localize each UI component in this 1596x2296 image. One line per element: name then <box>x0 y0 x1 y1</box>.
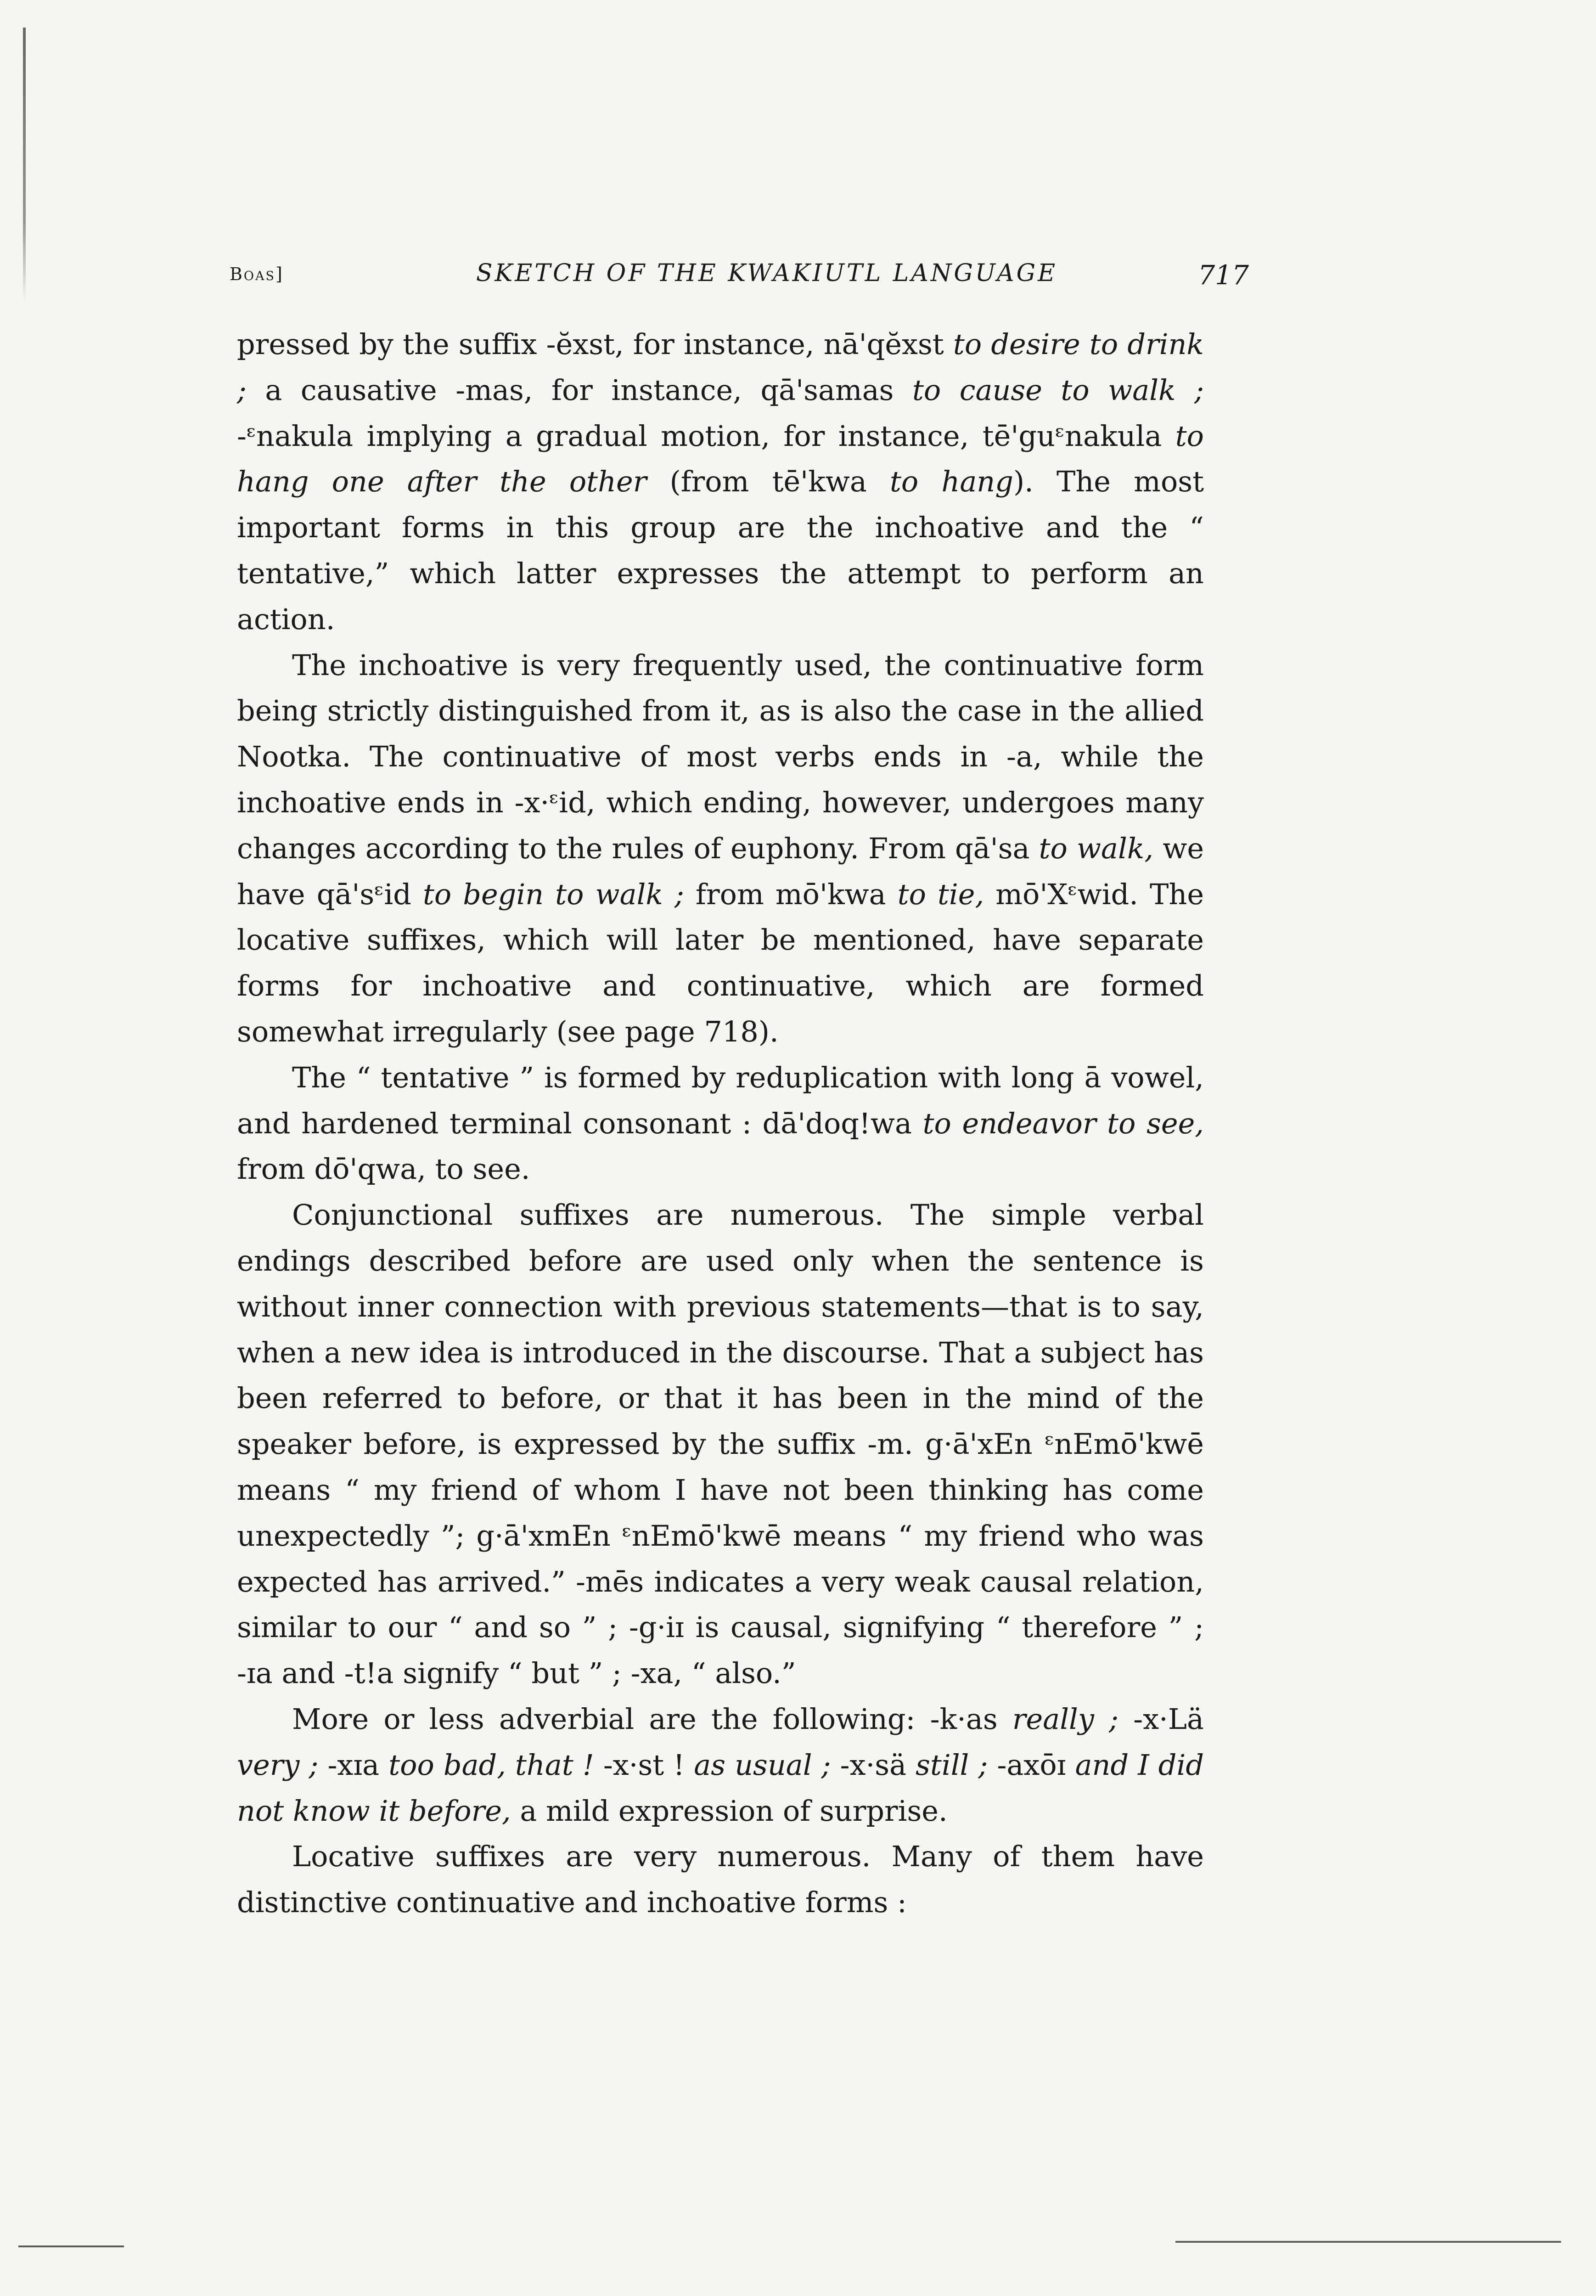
text-run: Conjunctional suffixes are numerous. The simple verbal endings described before are used only when the sentence is without inner connection with previous statements—that is to say, when a new idea is introduced in the discourse. That a subject has been referred to before, or that it has been in the mind of the speaker before, is expressed by the suffix -m. g·ā'xEn ᵋnEmō'kwē means “ my friend of whom I have not been thinking has come unexpectedly ”; g·ā'xmEn ᵋnEmō'kwē means “ my friend who was expected has arrived.” -mēs indicates a very weak causal relation, similar to our “ and so ” ; -g·iɪ is causal, signifying “ therefore ” ; -ɪa and -t!a signify “ but ” ; -xa, “ also.” <box>237 1198 1204 1690</box>
paragraph <box>237 1055 1204 1192</box>
paragraph <box>237 1192 1204 1696</box>
header-author: Boas] <box>230 264 284 284</box>
italic-gloss: to begin to walk ; <box>422 877 684 911</box>
text-run: ). The most important forms in this group are the inchoative and the “ tentative,” which latter expresses the attempt to perform an action. <box>237 465 1204 636</box>
text-run: Locative suffixes are very numerous. Many of them have distinctive continuative and inchoative forms : <box>237 1840 1204 1919</box>
italic-gloss: and I did not know it before, <box>237 1748 1204 1828</box>
italic-gloss: to hang one after the other <box>237 419 1204 499</box>
italic-gloss: to endeavor to see, <box>922 1106 1204 1140</box>
text-run: -x·st ! <box>594 1748 694 1782</box>
text-run: -axōɪ <box>988 1748 1075 1782</box>
italic-gloss: to cause to walk ; <box>912 373 1204 407</box>
binding-edge-mark <box>23 28 26 303</box>
paragraph <box>237 1696 1204 1834</box>
text-run: from mō'kwa <box>684 877 898 911</box>
text-run: -ᵋnakula implying a gradual motion, for instance, tē'guᵋnakula <box>237 419 1175 453</box>
bottom-left-mark <box>18 2245 124 2247</box>
paragraph <box>237 642 1204 1055</box>
text-run: More or less adverbial are the following: -k·as <box>292 1702 1012 1736</box>
italic-gloss: too bad, that ! <box>388 1748 594 1782</box>
italic-gloss: still ; <box>916 1748 988 1782</box>
text-run: a mild expression of surprise. <box>511 1794 948 1828</box>
italic-gloss: to desire to drink ; <box>237 327 1204 407</box>
bottom-rule <box>1175 2241 1561 2243</box>
text-run: we have qā'sᵋid <box>237 831 1204 911</box>
text-run: The “ tentative ” is formed by reduplication with long ā vowel, and hardened terminal consonant : dā'doq!wa <box>237 1060 1204 1140</box>
page-number: 717 <box>1198 259 1249 291</box>
text-run: -x·sä <box>831 1748 916 1782</box>
running-title: SKETCH OF THE KWAKIUTL LANGUAGE <box>476 259 1058 287</box>
italic-gloss: to walk, <box>1039 831 1154 865</box>
text-run: a causative -mas, for instance, qā'samas <box>246 373 913 407</box>
italic-gloss: very ; <box>237 1748 319 1782</box>
text-run: mō'Xᵋwid. The locative suffixes, which will later be mentioned, have separate forms for inchoative and continuative, which are formed somewhat irregularly (see page 718). <box>237 877 1204 1048</box>
text-run: (from tē'kwa <box>646 465 890 499</box>
text-run: The inchoative is very frequently used, the continuative form being strictly distinguished from it, as is also the case in the allied Nootka. The continuative of most verbs ends in -a, while the inchoative ends in -x·ᵋid, which ending, however, undergoes many changes according to the rules of euphony. From qā'sa <box>237 648 1204 865</box>
italic-gloss: to hang <box>890 465 1013 499</box>
text-run: -xɪa <box>318 1748 389 1782</box>
text-run: pressed by the suffix -ĕxst, for instance, nā'qĕxst <box>237 327 953 361</box>
text-run: -x·Lä <box>1118 1702 1204 1736</box>
paragraph <box>237 1834 1204 1925</box>
italic-gloss: to tie, <box>897 877 984 911</box>
body-text <box>237 321 1204 1925</box>
italic-gloss: as usual ; <box>694 1748 831 1782</box>
page-header <box>230 259 1249 296</box>
text-run: from dō'qwa, to see. <box>237 1152 530 1186</box>
italic-gloss: really ; <box>1012 1702 1119 1736</box>
paragraph <box>237 321 1204 642</box>
